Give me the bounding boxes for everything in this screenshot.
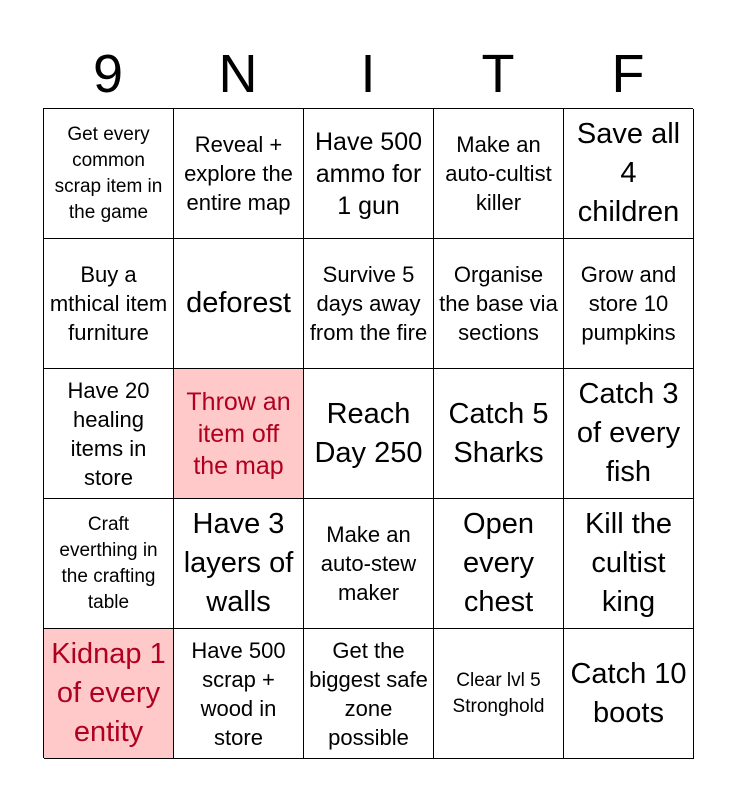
bingo-cell[interactable] bbox=[304, 239, 434, 369]
bingo-cell[interactable] bbox=[44, 369, 174, 499]
cell-text: Organise the base via sections bbox=[439, 262, 558, 345]
bingo-cell[interactable] bbox=[44, 239, 174, 369]
bingo-cell[interactable] bbox=[44, 109, 174, 239]
cell-text: Make an auto-stew maker bbox=[320, 522, 417, 605]
bingo-cell[interactable] bbox=[304, 369, 434, 499]
cell-text: Catch 10 boots bbox=[570, 657, 687, 729]
bingo-cell[interactable] bbox=[174, 109, 304, 239]
cell-text: Reach Day 250 bbox=[314, 397, 423, 469]
cell-text: Kill the cultist king bbox=[584, 508, 673, 618]
header-letter-1: 9 bbox=[92, 44, 124, 104]
bingo-cell[interactable] bbox=[434, 629, 564, 759]
cell-text: Buy a mthical item furniture bbox=[49, 262, 168, 345]
bingo-cell[interactable] bbox=[564, 239, 694, 369]
cell-text: Save all 4 children bbox=[576, 118, 681, 228]
bingo-cell[interactable] bbox=[174, 499, 304, 629]
bingo-cell[interactable] bbox=[174, 629, 304, 759]
cell-text: Get the biggest safe zone possible bbox=[309, 637, 428, 750]
cell-text: Grow and store 10 pumpkins bbox=[580, 262, 677, 345]
header-letter-2: N bbox=[218, 44, 258, 104]
cell-text: deforest bbox=[186, 287, 291, 319]
cell-text: Throw an item off the map bbox=[186, 387, 291, 480]
bingo-cell[interactable] bbox=[304, 109, 434, 239]
cell-text: Open every chest bbox=[463, 508, 534, 618]
bingo-header bbox=[43, 40, 693, 108]
bingo-cell[interactable] bbox=[304, 629, 434, 759]
bingo-board bbox=[43, 108, 693, 758]
bingo-cell-marked[interactable] bbox=[44, 629, 174, 759]
cell-text: Have 500 scrap + wood in store bbox=[191, 637, 286, 750]
bingo-cell[interactable] bbox=[434, 239, 564, 369]
cell-text: Catch 3 of every fish bbox=[576, 378, 681, 488]
cell-text: Clear lvl 5 Stronghold bbox=[452, 669, 545, 717]
bingo-cell[interactable] bbox=[44, 499, 174, 629]
bingo-cell[interactable] bbox=[434, 499, 564, 629]
cell-text: Catch 5 Sharks bbox=[448, 397, 549, 469]
bingo-cell[interactable] bbox=[564, 499, 694, 629]
bingo-cell[interactable] bbox=[304, 499, 434, 629]
header-letter-4: T bbox=[481, 44, 515, 104]
cell-text: Have 3 layers of walls bbox=[183, 508, 294, 618]
bingo-cell[interactable] bbox=[564, 369, 694, 499]
header-letter-3: I bbox=[360, 44, 376, 104]
cell-text: Have 500 ammo for 1 gun bbox=[314, 127, 423, 220]
cell-text: Craft everthing in the crafting table bbox=[59, 513, 158, 613]
cell-text: Survive 5 days away from the fire bbox=[309, 262, 428, 345]
cell-text: Get every common scrap item in the game bbox=[54, 123, 163, 223]
header-letter-5: F bbox=[611, 44, 645, 104]
bingo-cell[interactable] bbox=[564, 629, 694, 759]
bingo-cell[interactable] bbox=[434, 369, 564, 499]
bingo-cell-marked[interactable] bbox=[174, 369, 304, 499]
bingo-cell[interactable] bbox=[174, 239, 304, 369]
cell-text: Kidnap 1 of every entity bbox=[51, 638, 166, 748]
cell-text: Reveal + explore the entire map bbox=[184, 132, 293, 215]
bingo-cell[interactable] bbox=[434, 109, 564, 239]
cell-text: Have 20 healing items in store bbox=[67, 377, 150, 490]
cell-text: Make an auto-cultist killer bbox=[445, 132, 552, 215]
bingo-cell[interactable] bbox=[564, 109, 694, 239]
